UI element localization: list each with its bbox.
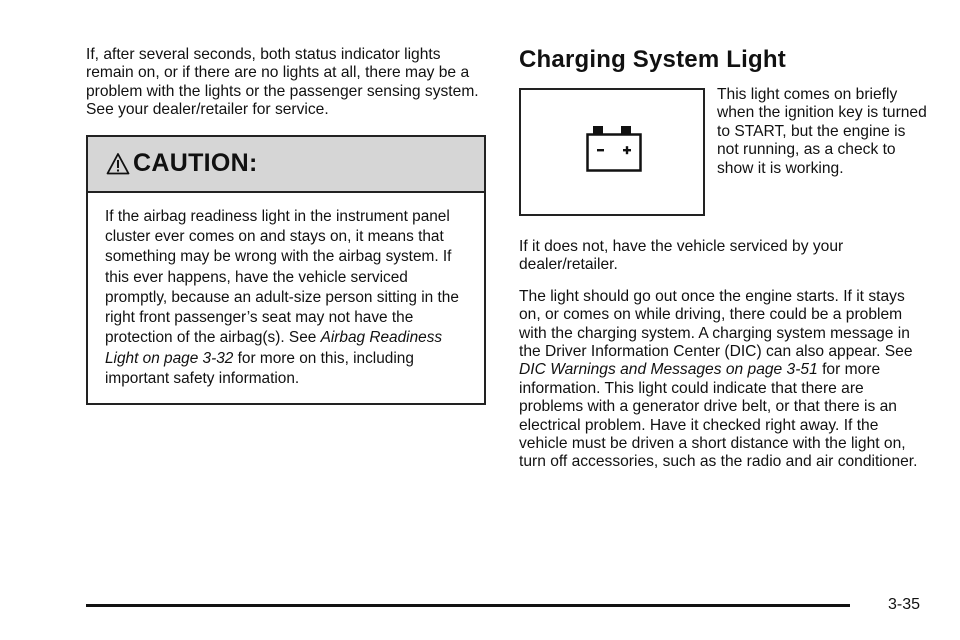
caution-box: [86, 135, 486, 406]
footer-rule: [86, 604, 850, 607]
paragraph-2-text-end: for more information. This light could indicate that there are problems with a generator drive belt, or that there is an electrical problem. Have it checked right away. If the vehicle must be driven a short distance with the light on, turn off accessories, such as the radio and air conditioner.: [519, 361, 918, 471]
dic-reference-link: DIC Warnings and Messages on page 3-51: [519, 361, 818, 379]
paragraph-2-text: The light should go out once the engine starts. If it stays on, or comes on while driving, there could be a problem with the charging system. A charging system message in the Driver Information Center (DIC) can also appear. See: [519, 287, 913, 361]
paragraph-2: [519, 288, 929, 472]
caution-text-end: for more on this, including important safety information.: [105, 349, 414, 387]
caution-body: [88, 193, 484, 404]
battery-icon: [584, 125, 644, 173]
icon-description: This light comes on briefly when the ignition key is turned to START, but the engine is not running, as a check to show it is working.: [717, 86, 927, 177]
caution-header: [88, 137, 484, 193]
icon-row: [519, 88, 929, 216]
caution-reference-link: Airbag Readiness Light on page 3-32: [105, 329, 443, 367]
left-column: [86, 46, 490, 405]
right-column: [519, 46, 929, 472]
caution-text: If the airbag readiness light in the instrument panel cluster ever comes on and stays on, it means that something may be wrong with the airbag system. If this ever happens, have the vehicle serviced promptly, because an adult-size person sitting in the right front passenger’s seat may not have the protection of the airbag(s). See: [105, 207, 459, 347]
paragraph-1: If it does not, have the vehicle serviced by your dealer/retailer.: [519, 238, 844, 274]
page-number: 3-35: [888, 596, 921, 613]
battery-icon-frame: [519, 88, 705, 216]
warning-triangle-icon: [106, 152, 130, 176]
intro-paragraph: If, after several seconds, both status indicator lights remain on, or if there are no lights at all, there may be a problem with the lights or the passenger sensing system. See your dealer/retailer for service.: [86, 46, 479, 119]
section-title: Charging System Light: [519, 46, 786, 73]
caution-title: CAUTION:: [133, 149, 258, 178]
